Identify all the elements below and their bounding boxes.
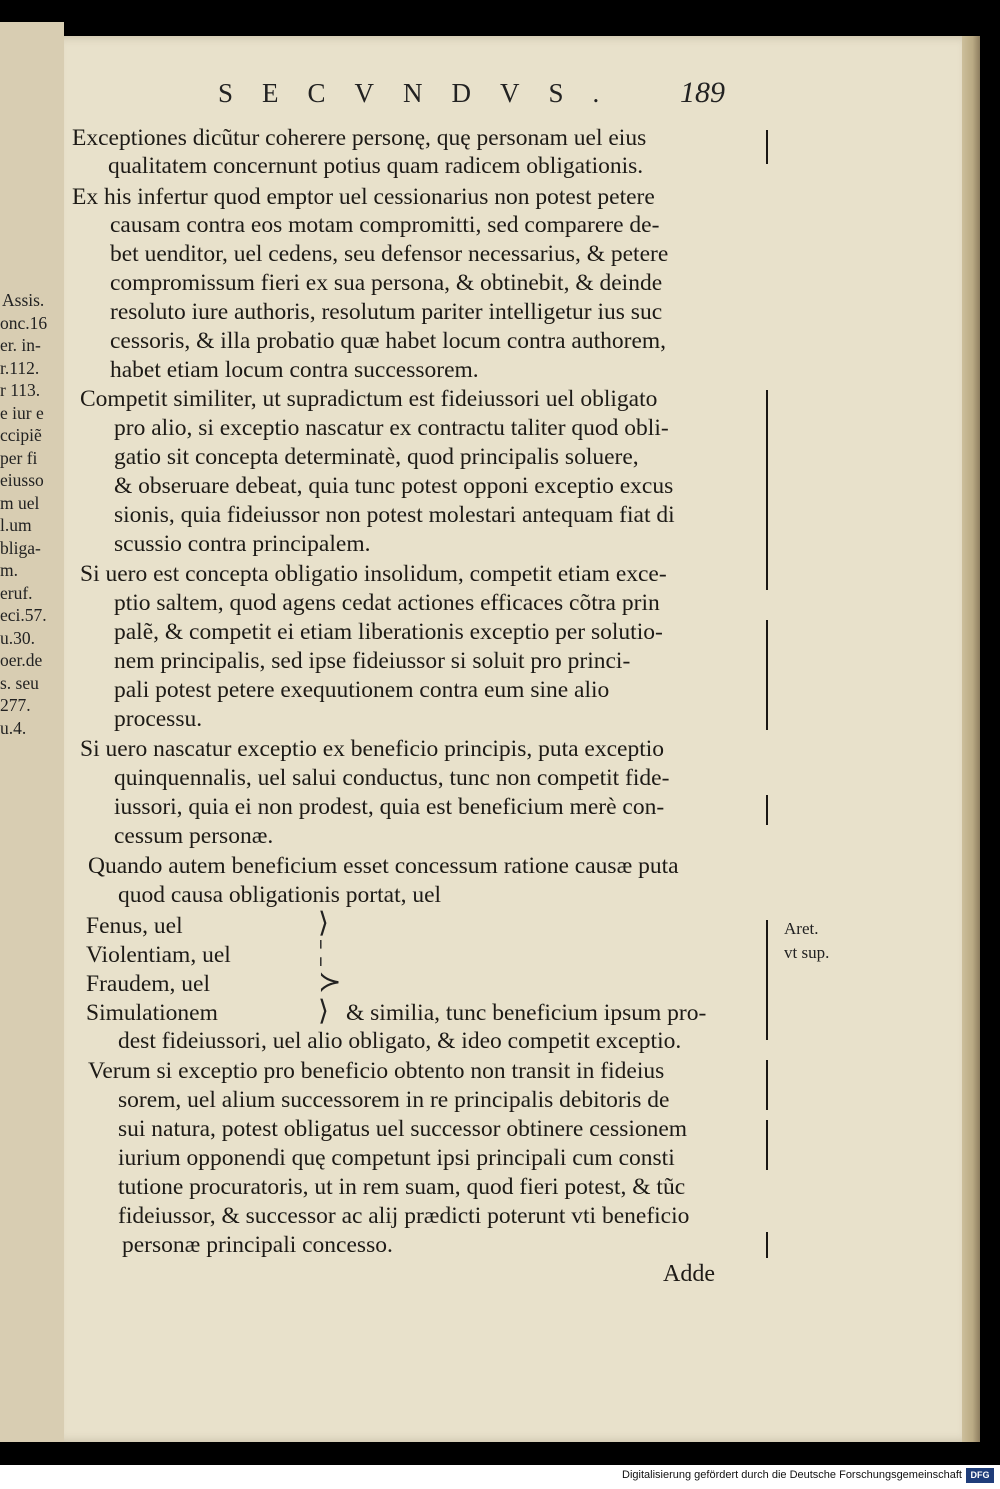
left-margin-note: er. in- — [0, 335, 41, 355]
text-line: Simulationem — [86, 1000, 218, 1026]
text-line: pali potest petere exequutionem contra eum sine alio — [114, 677, 610, 703]
left-margin-note: e iur e — [0, 402, 44, 423]
text-line: Quando autem beneficium esset concessum ratione causæ puta — [88, 853, 679, 879]
margin-rule — [766, 620, 768, 730]
left-margin-note: eruf. — [0, 582, 33, 603]
left-margin-note: 277. — [0, 695, 31, 715]
right-margin-note: Aret. — [784, 919, 819, 938]
text-line: quod causa obligationis portat, uel — [118, 882, 442, 908]
text-line: Fenus, uel — [86, 913, 183, 939]
text-line: & obseruare debeat, quia tunc potest opponi exceptio excus — [114, 473, 674, 499]
left-margin-note: Assis. — [2, 290, 45, 310]
page-fore-edge — [962, 36, 980, 1442]
left-margin-note: l.um — [0, 515, 32, 535]
margin-rule — [766, 1120, 768, 1170]
text-line: habet etiam locum contra successorem. — [110, 357, 479, 383]
text-line: sionis, quia fideiussor non potest molestari antequam fiat di — [114, 502, 675, 528]
text-line: sorem, uel alium successorem in re principalis debitoris de — [118, 1087, 670, 1113]
footer-bar — [0, 1465, 1000, 1489]
text-line: Ex his infertur quod emptor uel cessionarius non potest petere — [72, 184, 655, 210]
left-margin-note: bliga- — [0, 537, 41, 558]
catchword: Adde — [663, 1261, 715, 1287]
text-line: bet uenditor, uel cedens, seu defensor necessarius, & petere — [110, 241, 669, 267]
text-line: & similia, tunc beneficium ipsum pro- — [346, 1000, 707, 1026]
dfg-logo: DFG — [966, 1468, 994, 1483]
left-margin-note: u.4. — [0, 717, 27, 738]
text-line: cessum personæ. — [114, 823, 274, 849]
text-line: nem principalis, sed ipse fideiussor si soluit pro princi- — [114, 648, 631, 674]
text-line: qualitatem concernunt potius quam radicem obligationis. — [108, 153, 644, 179]
text-line: quinquennalis, uel salui conductus, tunc non competit fide- — [114, 765, 670, 791]
text-line: compromissum fieri ex sua persona, & obtinebit, & deinde — [110, 270, 663, 296]
bracket-mark: ¦ — [318, 936, 324, 967]
margin-rule — [766, 795, 768, 825]
left-margin-note: onc.16 — [0, 312, 48, 333]
text-line: Si uero est concepta obligatio insolidum, competit etiam exce- — [80, 561, 667, 587]
left-margin-note: r 113. — [0, 380, 41, 400]
footer-credit: Digitalisierung gefördert durch die Deutsche Forschungsgemeinschaft — [622, 1469, 962, 1481]
text-line: tutione procuratoris, ut in rem suam, quod fieri potest, & tũc — [118, 1174, 686, 1200]
margin-rule — [766, 920, 768, 1040]
left-margin-note: m uel — [0, 492, 40, 513]
text-line: Violentiam, uel — [86, 942, 231, 968]
left-margin-note: oer.de — [0, 650, 43, 670]
margin-rule — [766, 390, 768, 590]
text-line: Fraudem, uel — [86, 971, 210, 997]
text-line: Competit similiter, ut supradictum est fideiussori uel obligato — [80, 386, 658, 412]
text-line: personæ principali concesso. — [122, 1232, 393, 1258]
text-line: dest fideiussori, uel alio obligato, & ideo competit exceptio. — [118, 1028, 682, 1054]
left-margin-note: m. — [0, 560, 18, 580]
left-margin-note: per fi — [0, 447, 38, 468]
page-number: 189 — [680, 76, 725, 109]
text-line: palẽ, & competit ei etiam liberationis exceptio per solutio- — [114, 619, 663, 645]
running-head: SECVNDVS. — [218, 78, 629, 108]
left-margin-note: eci.57. — [0, 605, 47, 625]
text-line: gatio sit concepta determinatè, quod principalis soluere, — [114, 444, 639, 470]
text-line: scussio contra principalem. — [114, 531, 371, 557]
text-line: Si uero nascatur exceptio ex beneficio principis, puta exceptio — [80, 736, 665, 762]
bracket-mark: ⟩ — [318, 908, 329, 939]
margin-rule — [766, 1232, 768, 1258]
text-line: causam contra eos motam compromitti, sed comparere de- — [110, 212, 660, 238]
text-line: processu. — [114, 706, 203, 732]
text-line: iussori, quia ei non prodest, quia est beneficium merè con- — [114, 794, 665, 820]
bracket-mark: ≻ — [318, 967, 342, 998]
left-margin-note: eiusso — [0, 470, 44, 490]
text-line: pro alio, si exceptio nascatur ex contractu taliter quod obli- — [114, 415, 669, 441]
text-line: fideiussor, & successor ac alij prædicti poterunt vti beneficio — [118, 1203, 690, 1229]
left-margin-note: r.112. — [0, 357, 40, 378]
text-line: ptio saltem, quod agens cedat actiones efficaces cõtra prin — [114, 590, 660, 616]
text-line: iurium opponendi quę competunt ipsi principali cum consti — [118, 1145, 675, 1171]
text-line: Exceptiones dicũtur coherere personę, quę personam uel eius — [72, 125, 647, 151]
text-line: sui natura, potest obligatus uel successor obtinere cessionem — [118, 1116, 688, 1142]
left-margin-note: u.30. — [0, 627, 35, 648]
margin-rule — [766, 130, 768, 164]
margin-rule — [766, 1060, 768, 1110]
right-margin-note: vt sup. — [784, 943, 830, 962]
left-margin-note: s. seu — [0, 672, 39, 693]
text-line: resoluto iure authoris, resolutum pariter intelligetur ius suc — [110, 299, 663, 325]
text-line: Verum si exceptio pro beneficio obtento non transit in fideius — [88, 1058, 665, 1084]
text-line: cessoris, & illa probatio quæ habet locum contra authorem, — [110, 328, 667, 354]
left-margin-note: ccipiẽ — [0, 425, 42, 445]
bracket-mark: ⟩ — [318, 996, 329, 1027]
